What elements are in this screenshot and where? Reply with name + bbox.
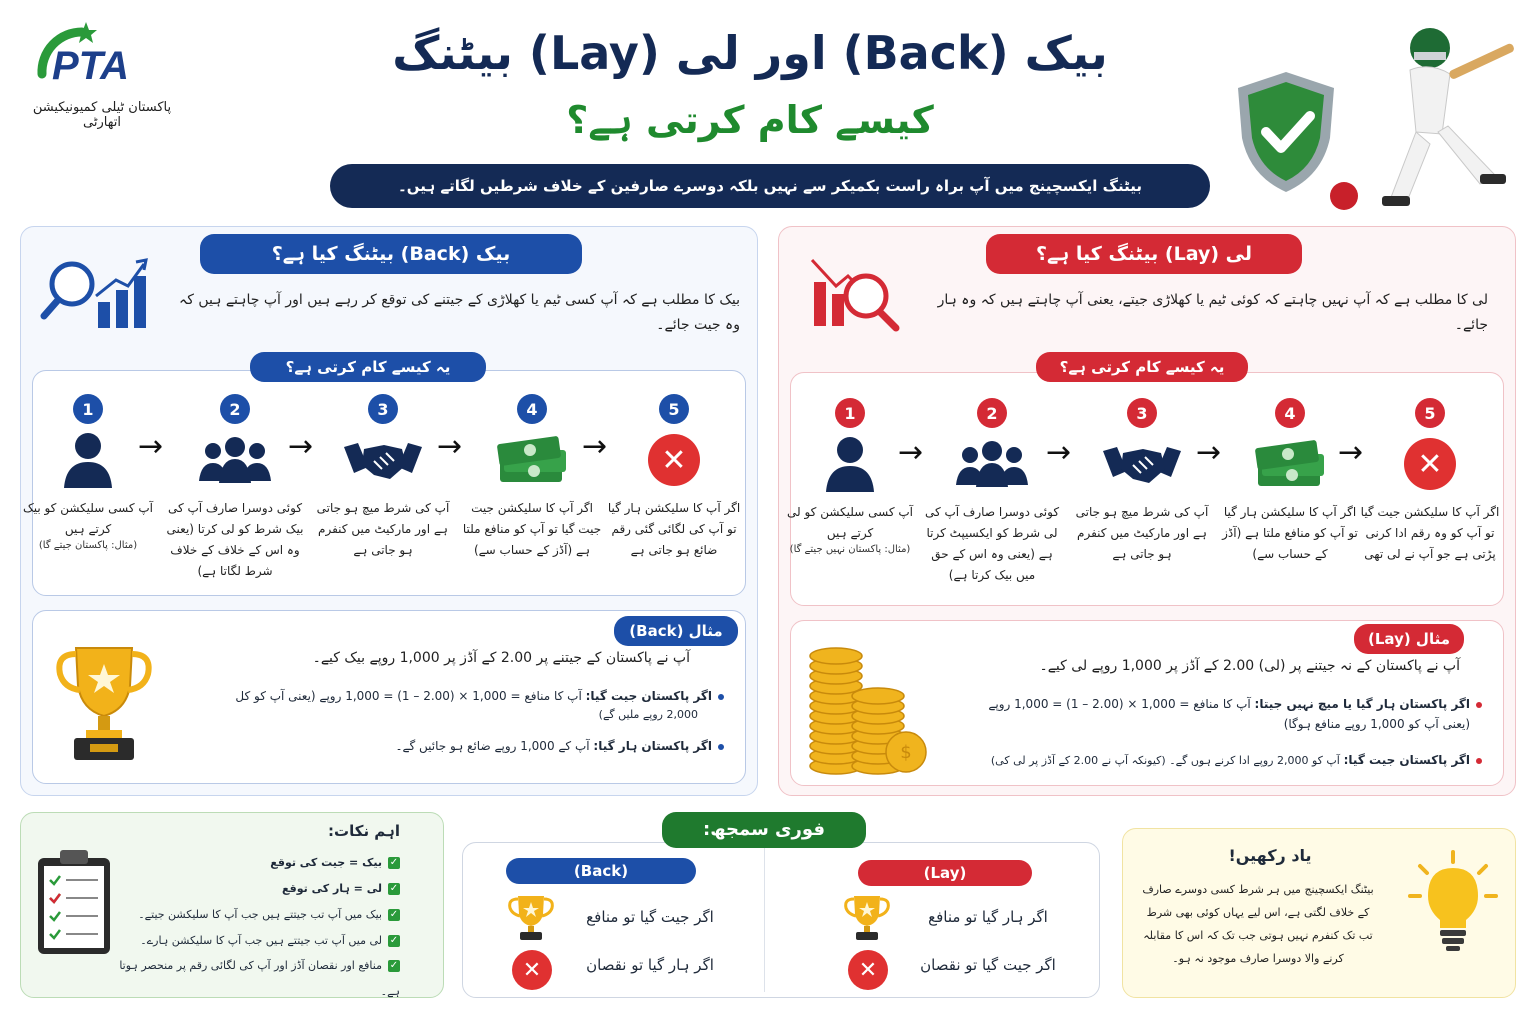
step-number: 5 <box>659 394 689 424</box>
back-lose-label: اگر پاکستان ہار گیا: <box>593 739 712 753</box>
logo-org-name: پاکستان ٹیلی کمیونیکیشن اتھارٹی <box>32 100 172 130</box>
step-text: اگر آپ کا سلیکشن ہار گیا تو آپ کو منافع ملتا ہے (آڈز کے حساب سے) <box>1222 505 1358 561</box>
quick-back-label: (Back) <box>506 858 696 884</box>
trophy-icon <box>52 640 156 764</box>
user-icon <box>60 430 116 490</box>
remember-heading: یاد رکھیں! <box>1228 846 1312 865</box>
x-circle-icon: ✕ <box>848 950 888 990</box>
step-number: 1 <box>73 394 103 424</box>
user-icon <box>822 434 878 494</box>
notes-item: ✓بیک = جیت کی توقع <box>270 856 399 869</box>
step-number: 3 <box>368 394 398 424</box>
lay-step-5 <box>1360 398 1500 565</box>
back-how-heading: یہ کیسے کام کرتی ہے؟ <box>250 352 486 382</box>
arrow-icon: → <box>1338 435 1364 470</box>
analysis-decline-icon <box>806 246 906 336</box>
page-title: بیک (Back) اور لی (Lay) بیٹنگ <box>392 26 1108 80</box>
step-number: 1 <box>835 398 865 428</box>
step-text: اگر آپ کا سلیکشن جیت گیا تو آپ کو وہ رقم ادا کرنی پڑتی ہے جو آپ نے لی تھی <box>1360 505 1500 561</box>
lay-step-2 <box>922 398 1062 586</box>
quick-divider <box>764 846 765 992</box>
quick-back-lose: اگر ہار گیا تو نقصان <box>586 956 714 974</box>
step-text: اگر آپ کا سلیکشن ہار گیا تو آپ کی لگائی گئی رقم ضائع ہو جاتی ہے <box>607 501 741 557</box>
lay-step-1 <box>780 398 920 555</box>
step-number: 2 <box>977 398 1007 428</box>
x-circle-icon: ✕ <box>648 434 700 486</box>
back-step-3 <box>313 394 453 561</box>
back-step-4 <box>462 394 602 561</box>
lay-example-lose <box>934 750 1482 771</box>
step-number: 2 <box>220 394 250 424</box>
lightbulb-icon <box>1408 850 1498 954</box>
shield-check-icon <box>1232 68 1340 196</box>
cricketer-illustration <box>1330 14 1530 214</box>
users-group-icon <box>956 439 1028 489</box>
notes-item: ✓لی = ہار کی توقع <box>282 881 399 895</box>
step-text: آپ کسی سلیکشن کو لی کرتے ہیں <box>787 505 913 540</box>
step-text: آپ کی شرط میچ ہو جاتی ہے اور مارکیٹ میں کنفرم ہو جاتی ہے <box>316 501 450 557</box>
notes-heading: اہم نکات: <box>328 822 400 840</box>
quick-lay-lose: اگر جیت گیا تو نقصان <box>920 956 1056 974</box>
quick-lay-win: اگر ہار گیا تو منافع <box>928 908 1048 926</box>
quick-back-win: اگر جیت گیا تو منافع <box>586 908 714 926</box>
lay-example-intro: آپ نے پاکستان کے نہ جیتنے پر (لی) 2.00 کے آڈز پر 1,000 روپے لی کیے۔ <box>1039 658 1460 674</box>
logo-abbr: PTA <box>52 44 130 88</box>
back-win-text-2: 2,000 روپے ملیں گے) <box>598 708 698 722</box>
money-icon <box>494 434 570 486</box>
lay-win-text-2: (یعنی آپ کو 1,000 روپے منافع ہوگا) <box>1283 717 1470 732</box>
arrow-icon: → <box>138 429 164 464</box>
analysis-chart-icon <box>40 250 150 332</box>
arrow-icon: → <box>1196 435 1222 470</box>
step-number: 5 <box>1415 398 1445 428</box>
x-circle-icon: ✕ <box>512 950 552 990</box>
back-step-1 <box>18 394 158 551</box>
lay-lose-label: اگر پاکستان جیت گیا: <box>1343 753 1470 767</box>
back-win-text: آپ کا منافع = 1,000 × (2.00 – 1) = 1,000 روپے (یعنی آپ کو کل <box>235 689 582 703</box>
back-win-label: اگر پاکستان جیت گیا: <box>585 689 712 703</box>
arrow-icon: → <box>1046 435 1072 470</box>
coins-stack-icon <box>802 640 930 776</box>
notes-list <box>110 850 400 1005</box>
lay-definition: لی کا مطلب ہے کہ آپ نہیں چاہتے کہ کوئی ٹیم یا کھلاڑی جیتے، یعنی آپ چاہتے ہیں کہ وہ ہار جائے۔ <box>937 292 1488 334</box>
step-number: 4 <box>517 394 547 424</box>
money-icon <box>1252 438 1328 490</box>
back-step-5 <box>604 394 744 561</box>
lay-heading: لی (Lay) بیٹنگ کیا ہے؟ <box>986 234 1302 274</box>
back-step-2 <box>165 394 305 582</box>
lay-step-3 <box>1072 398 1212 565</box>
step-text: آپ کی شرط میچ ہو جاتی ہے اور مارکیٹ میں کنفرم ہو جاتی ہے <box>1075 505 1209 561</box>
page-subtitle: کیسے کام کرتی ہے؟ <box>566 98 934 142</box>
step-number: 3 <box>1127 398 1157 428</box>
arrow-icon: → <box>582 429 608 464</box>
step-text: آپ کسی سلیکشن کو بیک کرتے ہیں <box>22 501 154 536</box>
arrow-icon: → <box>898 435 924 470</box>
step-text: کوئی دوسرا صارف آپ کی بیک شرط کو لی کرتا (یعنی وہ اس کے خلاف کے خلاف شرط لگاتا ہے) <box>166 501 304 578</box>
trophy-icon <box>504 894 558 942</box>
notes-item: ✓بیک میں آپ تب جیتتے ہیں جب آپ کا سلیکشن جیتے۔ <box>138 907 399 921</box>
handshake-icon <box>1103 441 1181 487</box>
svg-text:$: $ <box>900 742 912 763</box>
remember-text: بیٹنگ ایکسچینج میں ہر شرط کسی دوسرے صارف کے خلاف لگتی ہے، اس لیے یہاں کوئی بھی شرط تب تک کنفرم نہیں ہوتی جب تک کہ اس کا مقابلہ کرنے والا دوسرا صارف موجود نہ ہو۔ <box>1142 883 1374 966</box>
notes-item: ✓منافع اور نقصان آڈز اور آپ کی لگائی رقم پر منحصر ہوتا ہے۔ <box>119 959 400 999</box>
back-example-heading: مثال (Back) <box>614 616 738 646</box>
step-text: اگر آپ کا سلیکشن جیت جیت گیا تو آپ کو منافع ملتا ہے (آڈز کے حساب سے) <box>462 501 602 557</box>
back-example-lose <box>168 736 724 756</box>
arrow-icon: → <box>288 429 314 464</box>
quick-heading: فوری سمجھ: <box>662 812 866 848</box>
arrow-icon: → <box>437 429 463 464</box>
back-example-intro: آپ نے پاکستان کے جیتنے پر 2.00 کے آڈز پر 1,000 روپے بیک کیے۔ <box>312 650 690 666</box>
lay-win-text: آپ کا منافع = 1,000 × (2.00 – 1) = 1,000 روپے <box>988 697 1251 711</box>
lay-how-heading: یہ کیسے کام کرتی ہے؟ <box>1036 352 1248 382</box>
quick-lay-label: (Lay) <box>858 860 1032 886</box>
pta-logo <box>22 14 182 130</box>
trophy-icon <box>840 894 894 942</box>
step-note: (مثال: پاکستان جیتے گا) <box>38 540 138 551</box>
clipboard-checklist-icon <box>36 848 112 956</box>
step-number: 4 <box>1275 398 1305 428</box>
users-group-icon <box>199 435 271 485</box>
handshake-icon <box>344 437 422 483</box>
notes-item: ✓لی میں آپ تب جیتتے ہیں جب آپ کا سلیکشن ہارے۔ <box>140 933 399 947</box>
lay-example-heading: مثال (Lay) <box>1354 624 1464 654</box>
lay-step-4 <box>1220 398 1360 565</box>
back-definition: بیک کا مطلب ہے کہ آپ کسی ٹیم یا کھلاڑی کے جیتنے کی توقع کر رہے ہیں اور آپ چاہتے ہیں کہ وہ جیت جائے۔ <box>179 292 740 334</box>
intro-banner: بیٹنگ ایکسچینج میں آپ براہ راست بکمیکر سے نہیں بلکہ دوسرے صارفین کے خلاف شرطیں لگاتے ہیں۔ <box>330 164 1210 208</box>
back-heading: بیک (Back) بیٹنگ کیا ہے؟ <box>200 234 582 274</box>
lay-lose-text: آپ کو 2,000 روپے ادا کرنے ہوں گے۔ (کیونکہ آپ نے 2.00 کے آڈز پر لی کی) <box>990 754 1340 767</box>
step-text: کوئی دوسرا صارف آپ کی لی شرط کو ایکسیپٹ کرتا ہے (یعنی وہ اس کے حق میں بیک کرتا ہے) <box>924 505 1060 582</box>
step-note: (مثال: پاکستان نہیں جیتے گا) <box>789 544 911 555</box>
back-lose-text: آپ کے 1,000 روپے ضائع ہو جائیں گے۔ <box>395 739 590 753</box>
back-example-win <box>168 686 724 725</box>
lay-example-win <box>934 694 1482 735</box>
x-circle-icon: ✕ <box>1404 438 1456 490</box>
lay-win-label: اگر پاکستان ہار گیا یا میچ نہیں جیتا: <box>1254 697 1470 711</box>
